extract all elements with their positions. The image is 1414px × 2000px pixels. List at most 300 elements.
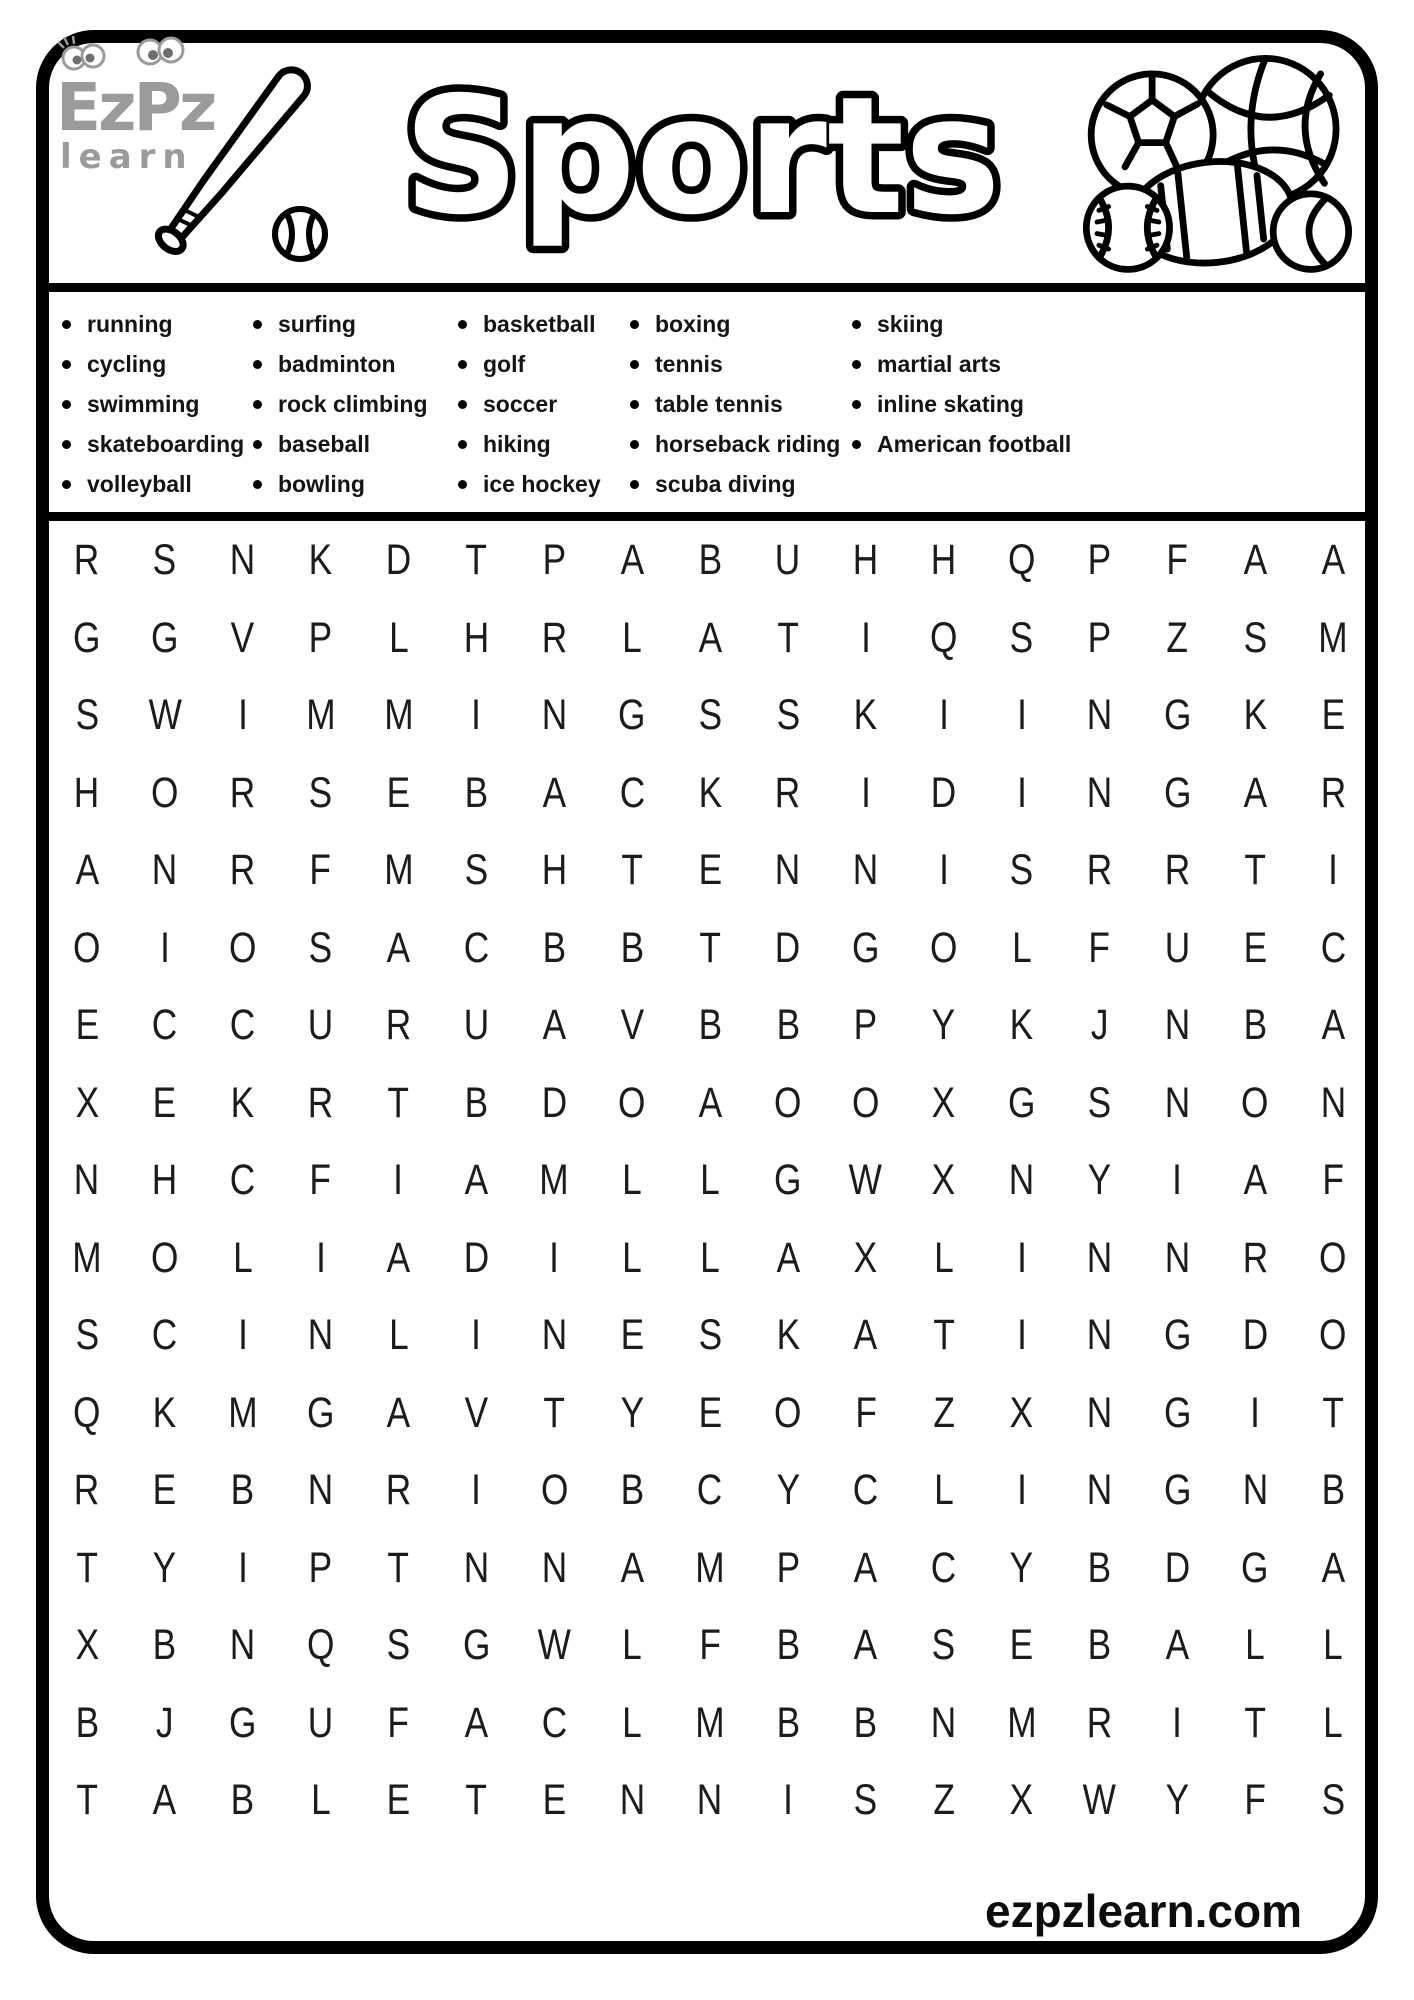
grid-letter: G (774, 1156, 802, 1205)
grid-letter: H (853, 536, 879, 585)
grid-letter: N (229, 1621, 256, 1670)
word-list (38, 296, 1378, 506)
grid-letter: A (853, 1543, 878, 1592)
grid-letter: N (1164, 1078, 1191, 1127)
grid-letter: V (464, 1388, 489, 1437)
grid-letter: N (1086, 1466, 1113, 1515)
grid-letter: T (1322, 1388, 1344, 1437)
grid-letter: S (931, 1621, 956, 1670)
grid-letter: L (1011, 923, 1032, 972)
grid-letter: S (853, 1776, 878, 1825)
bullet-dot-icon (458, 400, 467, 409)
grid-letter: S (1243, 613, 1267, 662)
grid-letter: N (74, 1156, 100, 1205)
grid-letter: E (542, 1776, 566, 1825)
grid-letter: M (228, 1388, 258, 1437)
grid-letter: C (541, 1698, 567, 1747)
grid-letter: E (698, 1388, 722, 1437)
grid-letter: L (310, 1776, 331, 1825)
grid-letter: W (1082, 1776, 1117, 1825)
grid-letter: E (1321, 691, 1345, 740)
bullet-dot-icon (458, 360, 467, 369)
grid-letter: O (774, 1078, 802, 1127)
grid-letter: F (1088, 923, 1111, 972)
grid-letter: I (1016, 1466, 1027, 1515)
grid-letter: F (1166, 536, 1189, 585)
grid-letter: N (1086, 1388, 1113, 1437)
grid-letter: N (1320, 1078, 1346, 1127)
bullet-dot-icon (62, 360, 71, 369)
bullet-dot-icon (458, 320, 467, 329)
grid-letter: L (1323, 1621, 1343, 1670)
website-url: ezpzlearn.com (985, 1885, 1302, 1937)
bullet-dot-icon (852, 400, 861, 409)
grid-letter: Y (1009, 1543, 1034, 1592)
grid-letter: D (930, 768, 957, 817)
word-item (852, 344, 1378, 384)
sports-balls-icon (1062, 40, 1372, 282)
grid-letter: D (463, 1233, 490, 1282)
grid-letter: A (386, 1388, 411, 1437)
grid-letter: N (1086, 691, 1113, 740)
grid-letter: H (541, 846, 567, 895)
grid-letter: E (75, 1001, 99, 1050)
grid-letter: A (542, 1001, 566, 1050)
grid-letter: S (1009, 613, 1034, 662)
bullet-dot-icon (253, 480, 262, 489)
grid-letter: A (1243, 536, 1267, 585)
bullet-dot-icon (253, 440, 262, 449)
word-item (852, 384, 1378, 424)
grid-letter: D (385, 536, 412, 585)
grid-letter: N (775, 846, 801, 895)
grid-letter: F (387, 1698, 410, 1747)
word-item (630, 384, 852, 424)
grid-letter: F (854, 1388, 877, 1437)
word-item (458, 424, 630, 464)
grid-letter: K (853, 691, 878, 740)
grid-letter: N (1242, 1466, 1268, 1515)
word-label: cycling (87, 350, 167, 377)
grid-letter: L (622, 1621, 642, 1670)
bullet-dot-icon (630, 400, 639, 409)
grid-letter: E (620, 1311, 644, 1360)
grid-letter: N (930, 1698, 957, 1747)
grid-letter: K (1009, 1001, 1034, 1050)
grid-letter: O (1319, 1233, 1347, 1282)
grid-letter: F (1322, 1156, 1344, 1205)
grid-letter: F (699, 1621, 721, 1670)
grid-letter: B (464, 1078, 489, 1127)
grid-letter: N (1008, 1156, 1035, 1205)
grid-letter: A (1243, 1156, 1267, 1205)
grid-letter: I (237, 691, 248, 740)
grid-letter: O (618, 1078, 646, 1127)
grid-letter: B (698, 536, 722, 585)
grid-letter: X (75, 1078, 99, 1127)
grid-letter: G (73, 613, 101, 662)
grid-letter: A (386, 1233, 411, 1282)
word-label: surfing (278, 310, 356, 337)
grid-letter: R (775, 768, 801, 817)
grid-letter: L (388, 1311, 409, 1360)
grid-letter: C (853, 1466, 879, 1515)
word-label: hiking (483, 430, 551, 457)
grid-letter: A (853, 1621, 878, 1670)
grid-letter: T (932, 1311, 955, 1360)
grid-letter: G (228, 1698, 257, 1747)
word-item (253, 384, 458, 424)
grid-letter: J (155, 1698, 174, 1747)
grid-letter: A (542, 768, 566, 817)
grid-letter: C (229, 1001, 256, 1050)
grid-letter: W (849, 1156, 883, 1205)
grid-letter: A (776, 1233, 800, 1282)
bullet-dot-icon (253, 400, 262, 409)
grid-letter: N (541, 1543, 567, 1592)
grid-letter: C (463, 923, 490, 972)
bullet-dot-icon (458, 440, 467, 449)
grid-letter: T (387, 1543, 410, 1592)
grid-letter: Z (932, 1388, 955, 1437)
grid-letter: S (308, 923, 333, 972)
grid-letter: E (698, 846, 722, 895)
word-label: tennis (655, 350, 723, 377)
grid-letter: E (1243, 923, 1267, 972)
grid-letter: L (622, 1156, 642, 1205)
grid-letter: I (237, 1311, 248, 1360)
grid-letter: Q (929, 613, 958, 662)
grid-letter: Y (1165, 1776, 1190, 1825)
grid-letter: T (76, 1776, 98, 1825)
grid-letter: Y (620, 1388, 644, 1437)
grid-letter: B (853, 1698, 878, 1747)
grid-letter: N (697, 1776, 723, 1825)
grid-letter: G (1163, 1311, 1192, 1360)
grid-letter: N (541, 1311, 567, 1360)
grid-letter: T (465, 1776, 488, 1825)
grid-letter: R (229, 768, 256, 817)
grid-letter: K (230, 1078, 255, 1127)
bullet-dot-icon (62, 440, 71, 449)
grid-letter: R (307, 1078, 334, 1127)
grid-letter: C (930, 1543, 957, 1592)
word-label: martial arts (877, 350, 1002, 377)
grid-letter: X (1009, 1388, 1034, 1437)
grid-letter: I (1250, 1388, 1261, 1437)
grid-letter: J (1090, 1001, 1109, 1050)
grid-letter: O (540, 1466, 568, 1515)
grid-letter: O (774, 1388, 802, 1437)
grid-letter: A (153, 1776, 177, 1825)
grid-letter: O (73, 923, 101, 972)
grid-letter: P (308, 1543, 333, 1592)
grid-letter: H (930, 536, 957, 585)
grid-letter: M (305, 691, 336, 740)
grid-letter: B (153, 1621, 177, 1670)
grid-letter: I (782, 1776, 793, 1825)
grid-letter: I (471, 1466, 482, 1515)
word-label: American football (877, 430, 1072, 457)
grid-letter: L (700, 1156, 720, 1205)
grid-letter: I (393, 1156, 404, 1205)
grid-letter: G (1163, 1388, 1192, 1437)
bullet-dot-icon (630, 440, 639, 449)
grid-letter: A (1321, 1001, 1345, 1050)
bullet-dot-icon (62, 480, 71, 489)
grid-letter: C (1320, 923, 1346, 972)
grid-letter: G (852, 923, 880, 972)
grid-letter: L (388, 613, 409, 662)
grid-letter: I (938, 691, 949, 740)
grid-letter: X (931, 1078, 956, 1127)
word-column (253, 304, 458, 506)
grid-letter: B (1087, 1543, 1112, 1592)
grid-letter: H (74, 768, 100, 817)
grid-letter: W (148, 691, 182, 740)
grid-letter: X (1009, 1776, 1034, 1825)
grid-letter: E (153, 1078, 177, 1127)
grid-letter: A (698, 613, 722, 662)
grid-letter: K (153, 1388, 177, 1437)
grid-letter: N (1086, 768, 1113, 817)
bullet-dot-icon (630, 360, 639, 369)
grid-letter: M (383, 846, 414, 895)
grid-letter: T (699, 923, 721, 972)
grid-letter: G (306, 1388, 335, 1437)
grid-letter: I (1016, 1311, 1027, 1360)
grid-letter: D (541, 1078, 567, 1127)
grid-letter: G (151, 613, 179, 662)
grid-letter: Q (306, 1621, 335, 1670)
word-label: ice hockey (483, 470, 601, 497)
bullet-dot-icon (62, 400, 71, 409)
grid-letter: M (1006, 1698, 1037, 1747)
word-label: baseball (278, 430, 371, 457)
grid-letter: S (1087, 1078, 1112, 1127)
grid-letter: A (1321, 1543, 1345, 1592)
bullet-dot-icon (458, 480, 467, 489)
bullet-dot-icon (852, 320, 861, 329)
grid-letter: S (386, 1621, 411, 1670)
grid-letter: M (695, 1543, 725, 1592)
grid-letter: C (697, 1466, 723, 1515)
grid-letter: T (543, 1388, 565, 1437)
word-item (458, 464, 630, 504)
grid-letter: O (1241, 1078, 1269, 1127)
grid-letter: L (1245, 1621, 1265, 1670)
grid-letter: B (1243, 1001, 1267, 1050)
grid-letter: U (307, 1001, 334, 1050)
grid-letter: N (307, 1466, 334, 1515)
grid-letter: A (1243, 768, 1267, 817)
grid-letter: S (698, 691, 722, 740)
grid-letter: P (1087, 536, 1112, 585)
grid-letter: S (153, 536, 177, 585)
grid-letter: A (698, 1078, 722, 1127)
grid-letter: U (463, 1001, 490, 1050)
grid-letter: T (1244, 846, 1266, 895)
grid-letter: I (1016, 1233, 1027, 1282)
grid-letter: G (1163, 691, 1192, 740)
word-item (852, 304, 1378, 344)
grid-letter: T (621, 846, 643, 895)
logo-text-bottom: learn (60, 137, 194, 177)
grid-letter: I (471, 691, 482, 740)
grid-letter: T (777, 613, 799, 662)
grid-letter: I (159, 923, 170, 972)
grid-letter: Y (931, 1001, 956, 1050)
grid-letter: C (619, 768, 645, 817)
grid-letter: N (463, 1543, 490, 1592)
grid-letter: G (462, 1621, 491, 1670)
grid-letter: S (1321, 1776, 1345, 1825)
page-title (352, 32, 1052, 277)
grid-letter: R (1320, 768, 1346, 817)
grid-letter: L (622, 1698, 642, 1747)
word-item (630, 424, 852, 464)
grid-letter: L (700, 1233, 720, 1282)
grid-letter: D (1164, 1543, 1191, 1592)
grid-letter: S (776, 691, 800, 740)
grid-letter: R (229, 846, 256, 895)
grid-letter: R (1164, 846, 1191, 895)
grid-letter: I (1016, 768, 1027, 817)
grid-letter: N (1164, 1233, 1191, 1282)
word-item (630, 344, 852, 384)
grid-letter: V (620, 1001, 644, 1050)
word-label: swimming (87, 390, 200, 417)
grid-letter: S (464, 846, 489, 895)
grid-letter: R (385, 1466, 412, 1515)
word-item (253, 424, 458, 464)
word-item (253, 304, 458, 344)
word-label: soccer (483, 390, 558, 417)
grid-letter: N (152, 846, 178, 895)
grid-letter: N (1164, 1001, 1191, 1050)
grid-letter: N (229, 536, 256, 585)
grid-letter: I (315, 1233, 326, 1282)
word-label: bowling (278, 470, 365, 497)
word-item (458, 304, 630, 344)
grid-letter: O (228, 923, 257, 972)
grid-letter: A (1165, 1621, 1190, 1670)
word-label: inline skating (877, 390, 1024, 417)
word-label: horseback riding (655, 430, 841, 457)
grid-letter: B (776, 1001, 800, 1050)
grid-letter: A (464, 1156, 489, 1205)
grid-letter: K (308, 536, 333, 585)
word-label: golf (483, 350, 526, 377)
grid-letter: G (1007, 1078, 1036, 1127)
grid-letter: H (463, 613, 490, 662)
grid-letter: B (230, 1466, 255, 1515)
grid-letter: P (1087, 613, 1112, 662)
grid-letter: M (539, 1156, 569, 1205)
grid-letter: C (229, 1156, 256, 1205)
word-label: table tennis (655, 390, 783, 417)
grid-letter: B (1321, 1466, 1345, 1515)
grid-letter: M (1318, 613, 1348, 662)
grid-letter: T (76, 1543, 98, 1592)
grid-letter: Z (932, 1776, 955, 1825)
grid-letter: Y (776, 1466, 800, 1515)
word-item (458, 384, 630, 424)
divider-bottom (38, 512, 1378, 521)
grid-letter: O (1319, 1311, 1347, 1360)
word-column (62, 304, 253, 506)
word-item (62, 304, 253, 344)
grid-letter: I (237, 1543, 248, 1592)
grid-letter: L (933, 1233, 954, 1282)
grid-letter: O (151, 1233, 179, 1282)
grid-letter: E (153, 1466, 177, 1515)
grid-letter: I (938, 846, 949, 895)
grid-letter: Q (1007, 536, 1036, 585)
grid-letter: G (1163, 1466, 1192, 1515)
grid-letter: K (698, 768, 722, 817)
grid-letter: Y (1087, 1156, 1112, 1205)
grid-letter: E (386, 768, 411, 817)
grid-letter: S (75, 691, 99, 740)
grid-letter: W (537, 1621, 571, 1670)
grid-letter: R (74, 1466, 100, 1515)
word-label: boxing (655, 310, 731, 337)
grid-letter: I (471, 1311, 482, 1360)
letter-grid (48, 522, 1372, 1840)
word-item (62, 344, 253, 384)
svg-text:Sports: Sports (403, 63, 1001, 251)
word-label: basketball (483, 310, 596, 337)
grid-letter: D (775, 923, 801, 972)
grid-letter: B (75, 1698, 99, 1747)
word-item (852, 424, 1378, 464)
grid-letter: V (230, 613, 255, 662)
grid-letter: I (1172, 1698, 1183, 1747)
grid-letter: E (1009, 1621, 1034, 1670)
grid-letter: S (75, 1311, 99, 1360)
bullet-dot-icon (852, 440, 861, 449)
grid-letter: N (853, 846, 879, 895)
grid-letter: F (309, 846, 332, 895)
grid-letter: O (929, 923, 958, 972)
bullet-dot-icon (630, 480, 639, 489)
grid-letter: R (1086, 846, 1113, 895)
grid-letter: B (620, 923, 644, 972)
word-column (630, 304, 852, 506)
grid-letter: T (465, 536, 488, 585)
grid-letter: T (1244, 1698, 1266, 1747)
grid-letter: A (853, 1311, 878, 1360)
grid-letter: Y (153, 1543, 177, 1592)
grid-letter: R (385, 1001, 412, 1050)
grid-letter: I (1016, 691, 1027, 740)
word-label: skateboarding (87, 430, 245, 457)
grid-letter: L (933, 1466, 954, 1515)
grid-letter: S (698, 1311, 722, 1360)
grid-letter: L (232, 1233, 253, 1282)
word-column (852, 304, 1378, 506)
word-item (630, 304, 852, 344)
grid-letter: U (307, 1698, 334, 1747)
grid-letter: B (698, 1001, 722, 1050)
bullet-dot-icon (62, 320, 71, 329)
grid-letter: A (386, 923, 411, 972)
divider-top (38, 283, 1378, 292)
grid-letter: O (852, 1078, 880, 1127)
word-label: badminton (278, 350, 396, 377)
grid-letter: O (151, 768, 179, 817)
